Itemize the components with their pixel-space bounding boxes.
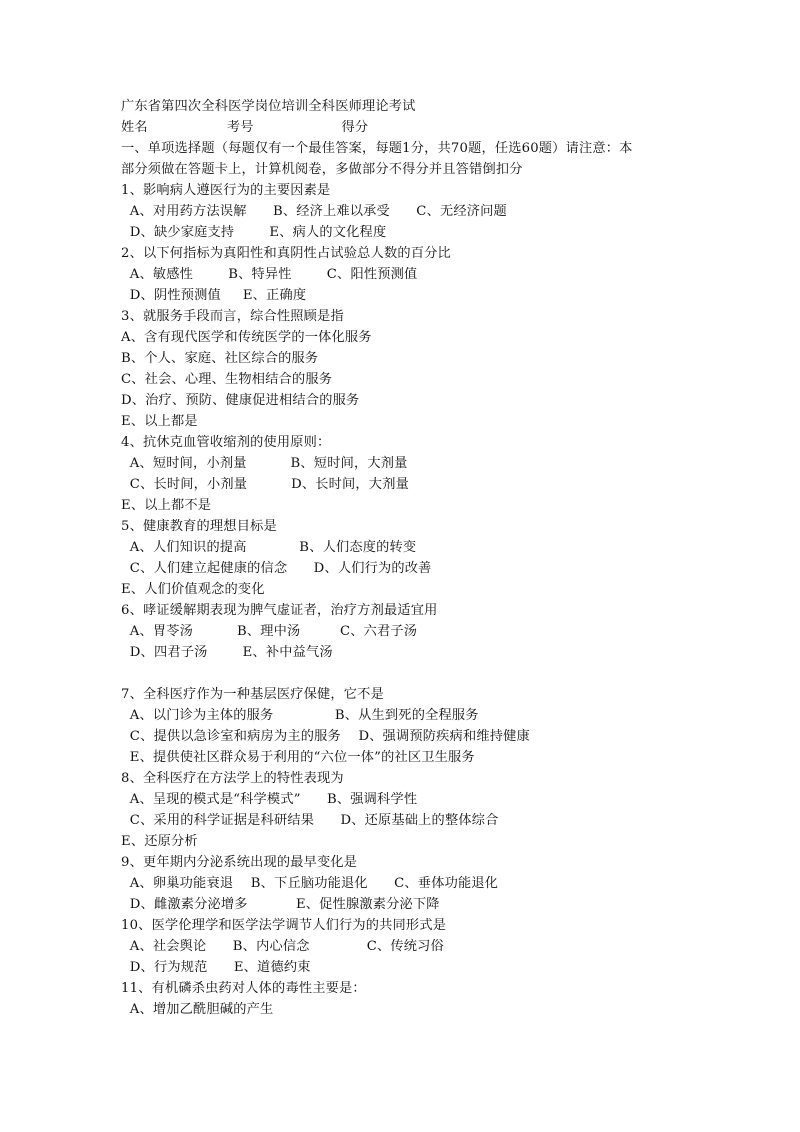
text-line: A、含有现代医学和传统医学的一体化服务 bbox=[121, 330, 372, 345]
text-line: D、行为规范 E、道德约束 bbox=[121, 960, 311, 975]
text-line: 11、有机磷杀虫药对人体的毒性主要是： bbox=[121, 981, 366, 996]
text-line: A、增加乙酰胆碱的产生 bbox=[121, 1002, 274, 1017]
text-line: 9、更年期内分泌系统出现的最早变化是 bbox=[121, 855, 358, 870]
text-line: C、提供以急诊室和病房为主的服务 D、强调预防疾病和维持健康 bbox=[121, 729, 530, 744]
text-line: 2、以下何指标为真阳性和真阴性占试验总人数的百分比 bbox=[121, 246, 451, 261]
text-line: E、人们价值观念的变化 bbox=[121, 582, 265, 597]
text-line: A、以门诊为主体的服务 B、从生到死的全程服务 bbox=[121, 708, 479, 723]
text-line: E、以上都是 bbox=[121, 414, 198, 429]
text-line: A、社会舆论 B、内心信念 C、传统习俗 bbox=[121, 939, 444, 954]
text-line: 部分须做在答题卡上，计算机阅卷，多做部分不得分并且答错倒扣分 bbox=[121, 162, 523, 177]
text-line: D、阴性预测值 E、正确度 bbox=[121, 288, 307, 303]
text-line: 广东省第四次全科医学岗位培训全科医师理论考试 bbox=[121, 99, 416, 114]
text-line: E、以上都不是 bbox=[121, 498, 212, 513]
text-line: 3、就服务手段而言，综合性照顾是指 bbox=[121, 309, 344, 324]
text-line: D、雌激素分泌增多 E、促性腺激素分泌下降 bbox=[121, 897, 440, 912]
text-line: 5、健康教育的理想目标是 bbox=[121, 519, 277, 534]
text-line: A、对用药方法误解 B、经济上难以承受 C、无经济问题 bbox=[121, 204, 507, 219]
text-line: 一、单项选择题（每题仅有一个最佳答案，每题1分，共70题，任选60题）请注意：本 bbox=[121, 141, 633, 156]
text-line: E、提供使社区群众易于利用的“六位一体”的社区卫生服务 bbox=[121, 750, 475, 765]
text-line: A、短时间，小剂量 B、短时间，大剂量 bbox=[121, 456, 408, 471]
text-line: 7、全科医疗作为一种基层医疗保健，它不是 bbox=[121, 687, 384, 702]
text-line: A、人们知识的提高 B、人们态度的转变 bbox=[121, 540, 417, 555]
text-line: C、人们建立起健康的信念 D、人们行为的改善 bbox=[121, 561, 432, 576]
text-line: 1、影响病人遵医行为的主要因素是 bbox=[121, 183, 331, 198]
text-line: A、呈现的模式是“科学模式” B、强调科学性 bbox=[121, 792, 418, 807]
text-line: B、个人、家庭、社区综合的服务 bbox=[121, 351, 319, 366]
text-line: C、采用的科学证据是科研结果 D、还原基础上的整体综合 bbox=[121, 813, 499, 828]
text-line: C、社会、心理、生物相结合的服务 bbox=[121, 372, 333, 387]
text-line: A、卵巢功能衰退 B、下丘脑功能退化 C、垂体功能退化 bbox=[121, 876, 499, 891]
text-line: 10、医学伦理学和医学法学调节人们行为的共同形式是 bbox=[121, 918, 447, 933]
text-line: D、缺少家庭支持 E、病人的文化程度 bbox=[121, 225, 387, 240]
text-line: 8、全科医疗在方法学上的特性表现为 bbox=[121, 771, 344, 786]
text-line: E、还原分析 bbox=[121, 834, 198, 849]
text-line: D、四君子汤 E、补中益气汤 bbox=[121, 645, 333, 660]
text-line: A、敏感性 B、特异性 C、阳性预测值 bbox=[121, 267, 418, 282]
text-line: 姓名 考号 得分 bbox=[121, 120, 369, 135]
text-line: D、治疗、预防、健康促进相结合的服务 bbox=[121, 393, 360, 408]
text-line: C、长时间，小剂量 D、长时间，大剂量 bbox=[121, 477, 409, 492]
text-line: A、胃苓汤 B、理中汤 C、六君子汤 bbox=[121, 624, 418, 639]
text-line: 6、哮证缓解期表现为脾气虚证者，治疗方剂最适宜用 bbox=[121, 603, 438, 618]
text-line: 4、抗休克血管收缩剂的使用原则： bbox=[121, 435, 331, 450]
